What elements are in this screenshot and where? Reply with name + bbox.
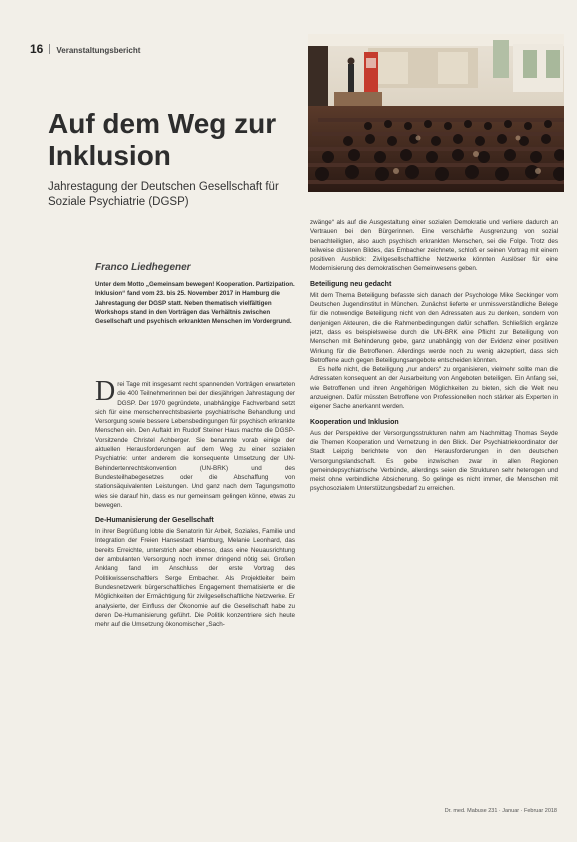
section-label: Veranstaltungsbericht xyxy=(56,46,141,55)
drop-cap: D xyxy=(95,380,116,407)
article-subtitle: Jahrestagung der Deutschen Gesellschaft für Soziale Psychiatrie (DGSP) xyxy=(48,181,279,208)
article-title: Auf dem Weg zur Inklusion xyxy=(48,108,277,171)
left-paragraph-2: In ihrer Begrüßung lobte die Senatorin für Arbeit, Soziales, Familie und Integration der Freien Hansestadt Hamburg, Melanie Leonhard, das bereits Erreichte, unterstrich aber ebenso, dass eine Neuausrichtung der ambulanten Versorgung noch immer dringend nötig sei. Großen Anklang fand im Anschluss der erste Vortrag des Politikwissenschaftlers Serge Embacher. Als Projektleiter beim Bundesnetzwerk bürgerschaftliches Engagement thematisierte er die Möglichkeiten der Ermächtigung für zivilgesellschaftliche Netzwerke. Er analysierte, der Einfluss der Ökonomie auf die Gesellschaft habe zu deren De-Humanisierung geführt. Die Politik konzentriere sich heute mehr auf die Umsetzung ökonomischer „Sach- xyxy=(95,528,295,629)
right-paragraph-1: zwänge“ als auf die Ausgestaltung einer sozialen Demokratie und verliere dadurch an Vertrauen bei den Bürgerinnen. Eine verschärfte Ausgrenzung von sozial benachteiligten, also auch psychisch erkrankten Menschen, sei die Folge. Trotz des teilweise düsteren Bildes, das Embacher zeichnete, schloß er seinen Vortrag mit einem positiven Ausblick: Zivilgesellschaftliche Netzwerke könnten Auslöser für eine Modernisierung des demokratischen Gemeinwesens geben. xyxy=(310,219,558,273)
right-paragraph-4: Aus der Perspektive der Versorgungsstrukturen nahm am Nachmittag Thomas Seyde die Themen Kooperation und Vernetzung in den Blick. Der Psychiatriekoordinator der Stadt Leipzig berichtete von den Herausforderungen in den deutschen Versorgungslandschaft. Es gebe inzwischen zwar in allen Regionen gemeindepsychiatrische Verbünde, allerdings seien die Strukturen sehr heterogen und meist ohne verbindliche Absicherung. So gelinge es nicht immer, die Menschen mit psychosozialem Unterstützungsbedarf zu erreichen. xyxy=(310,429,558,493)
author-name: Franco Liedhegener xyxy=(95,262,191,273)
left-paragraph-1: rei Tage mit insgesamt recht spannenden Vorträgen erwarteten die 400 Teilnehmerinnen bei der diesjährigen Jahrestagung der DGSP. Der 1970 gegründete, unabhängige Fachverband setzt sich für eine menschenrechtsbasierte psychiatrische Behandlung und Versorgung sowie bessere Lebensbedingungen für psychisch erkrankte Menschen ein. Den Auftakt im Rudolf Steiner Haus machte die DGSP-Vorsitzende Christel Achberger. Sie benannte vorab einige der aktuellen Herausforderungen auf dem Weg zu einer sozialen Psychiatrie: unter anderem die konsequente Umsetzung der UN-Behindertenrechtskonvention (UN-BRK) und des Bundesteilhabegesetzes oder die Abschaffung von stationsäquivalenten Leistungen. Und ganz nach dem Tagungsmotto wies sie darauf hin, dass es nur gemeinsam gelingen könne, etwas zu bewegen. xyxy=(95,381,295,509)
page-footer: Dr. med. Mabuse 231 · Januar · Februar 2018 xyxy=(444,808,557,814)
article-intro: Unter dem Motto „Gemeinsam bewegen! Kooperation. Partizipation. Inklusion“ fand vom 23. bis 25. November 2017 in Hamburg die Jahrestagung der DGSP statt. Neben thematisch vielfältigen Workshops stand in den Vorträgen das Verhältnis zwischen Gesellschaft und psychisch erkrankten Menschen im Vordergrund. xyxy=(95,281,295,326)
photo-svg xyxy=(308,34,564,192)
right-column xyxy=(310,218,558,803)
subheading-beteiligung: Beteiligung neu gedacht xyxy=(310,280,392,288)
subheading-de-humanisierung: De-Humanisierung der Gesellschaft xyxy=(95,517,214,525)
right-paragraph-2: Mit dem Thema Beteiligung befasste sich danach der Psychologe Mike Seckinger vom Deutschen Jugendinstitut in München. Zunächst lieferte er unmissverständliche Belege für die notwendige Beteiligung nicht von den Adressaten aus zu denken, sondern von denjenigen Akteuren, die die Rahmenbedingungen dafür schaffen. Schließlich ergänze jetzt, dass es beispielsweise durch die UN-BRK eine Pflicht zur Beteiligung von Menschen mit Behinderung gebe, ganz unabhängig von der Evidenz einer positiven Wirkung für die Betroffenen. Allerdings werde noch zu wenig akzeptiert, dass sich Betroffene auch gegen Beteiligungsangebote entscheiden könnten. xyxy=(310,291,558,364)
page-header xyxy=(30,42,140,56)
left-column xyxy=(95,380,295,805)
right-paragraph-3: Es helfe nicht, die Beteiligung „nur anders“ zu organisieren, vielmehr sollte man die Adressaten konsequent an der Ausarbeitung von Angeboten beteiligen. Ein Anfang sei, wie Betroffenen und ihren Angehörigen Möglichkeiten zu bieten, sich die Welt neu anzueignen. Dafür müssten Betroffene von Professionellen noch stärker als Experten in eigener Sache anerkannt werden. xyxy=(310,366,558,411)
header-divider xyxy=(49,44,50,54)
conference-photo xyxy=(308,34,564,192)
page-number: 16 xyxy=(30,42,44,56)
subheading-kooperation: Kooperation und Inklusion xyxy=(310,418,399,426)
